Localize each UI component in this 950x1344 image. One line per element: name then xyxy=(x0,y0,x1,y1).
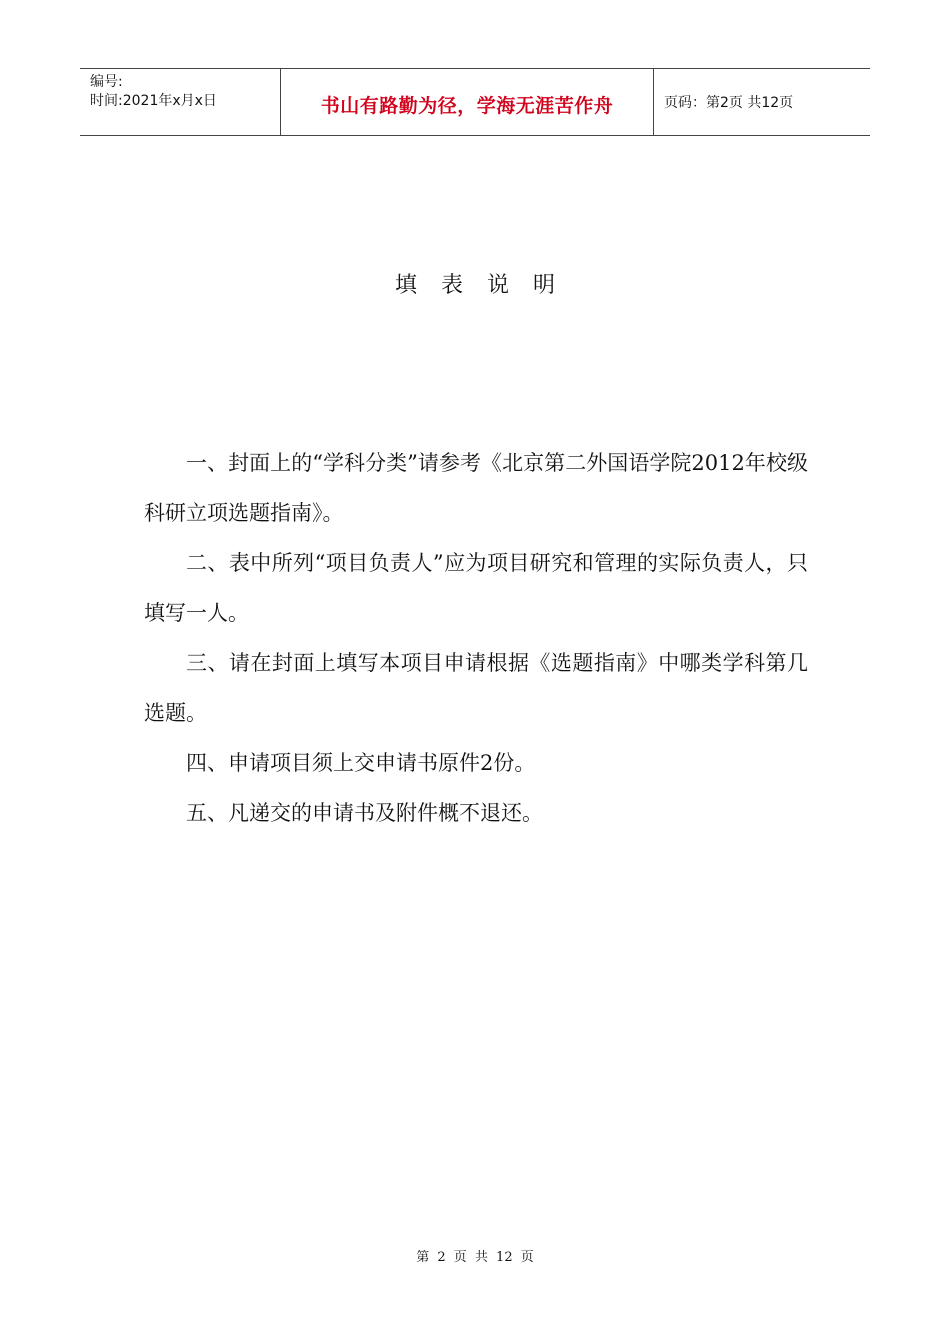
document-number-label: 编号: xyxy=(90,74,123,90)
document-time-label: 时间:2021年x月x日 xyxy=(90,93,217,109)
header-motto-cell xyxy=(281,69,654,135)
instruction-paragraph-1: 一、封面上的“学科分类”请参考《北京第二外国语学院2012年校级科研立项选题指南》。 xyxy=(144,451,808,525)
document-header xyxy=(80,68,870,136)
instruction-paragraph-4: 四、申请项目须上交申请书原件2份。 xyxy=(186,751,536,775)
instruction-paragraph-5: 五、凡递交的申请书及附件概不退还。 xyxy=(186,801,543,825)
header-motto: 书山有路勤为径，学海无涯苦作舟 xyxy=(320,94,614,117)
page-footer: 第 2 页 共 12 页 xyxy=(416,1250,534,1265)
page-title: 填表说明 xyxy=(394,273,579,298)
instruction-paragraph-2: 二、表中所列“项目负责人”应为项目研究和管理的实际负责人，只填写一人。 xyxy=(144,551,808,625)
instruction-paragraph-3: 三、请在封面上填写本项目申请根据《选题指南》中哪类学科第几选题。 xyxy=(144,651,808,725)
header-page-info: 页码：第2页 共12页 xyxy=(664,95,794,111)
header-meta-cell xyxy=(80,69,281,135)
instructions-body xyxy=(144,438,808,838)
header-page-cell xyxy=(654,69,870,135)
